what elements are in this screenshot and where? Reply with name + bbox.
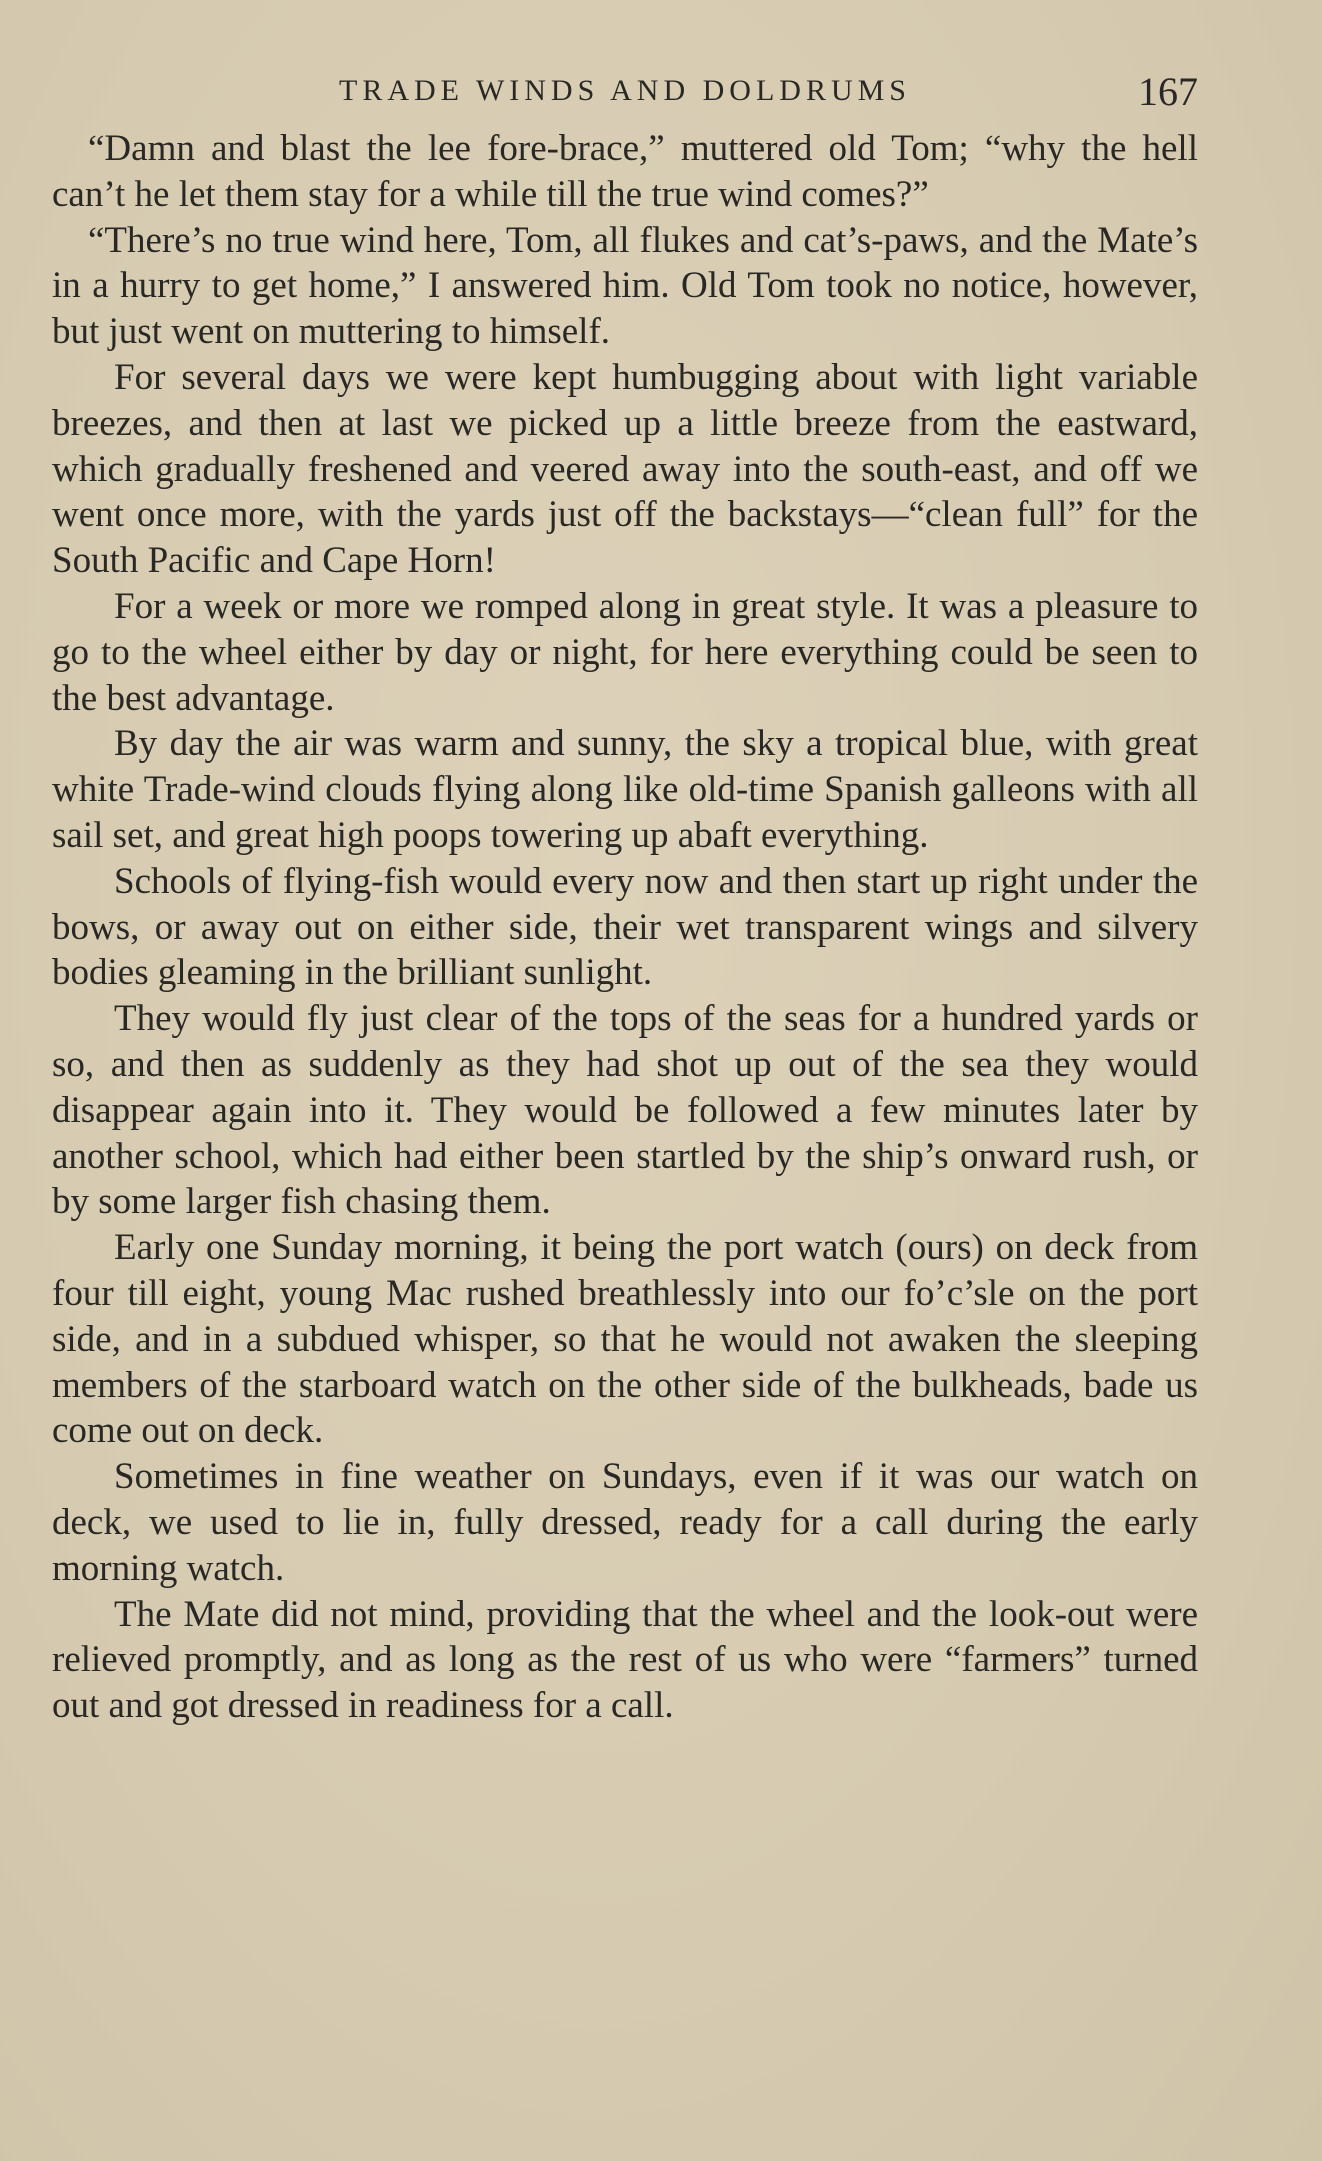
paragraph: “Damn and blast the lee fore-brace,” muttered old Tom; “why the hell can’t he let them stay for a while till the true wind comes?”	[52, 128, 1198, 215]
paragraph: By day the air was warm and sunny, the sky a tropical blue, with great white Trade-wind clouds flying along like old-time Spanish galleons with all sail set, and great high poops towering up abaft everything.	[52, 723, 1198, 856]
paragraph: Early one Sunday morning, it being the port watch (ours) on deck from four till eight, young Mac rushed breathlessly into our fo’c’sle on the port side, and in a subdued whisper, so that he would not awaken the sleeping members of the starboard watch on the other side of the bulkheads, bade us come out on deck.	[52, 1227, 1198, 1452]
paragraph: For a week or more we romped along in great style. It was a pleasure to go to the wheel either by day or night, for here everything could be seen to the best advantage.	[52, 585, 1198, 719]
paragraph: Sometimes in fine weather on Sundays, even if it was our watch on deck, we used to lie in, fully dressed, ready for a call during the early morning watch.	[52, 1456, 1198, 1589]
paragraph: Schools of flying-fish would every now and then start up right under the bows, or away out on either side, their wet transparent wings and silvery bodies gleaming in the brilliant sunlight.	[52, 860, 1198, 994]
paragraph: The Mate did not mind, providing that the wheel and the look-out were relieved promptly, and as long as the rest of us who were “farmers” turned out and got dressed in readiness for a call.	[52, 1593, 1198, 1727]
page-header	[52, 68, 1198, 118]
paragraph: They would fly just clear of the tops of the seas for a hundred yards or so, and then as suddenly as they had shot up out of the sea they would disappear again into it. They would be followed a few minutes later by another school, which had either been startled by the ship’s onward rush, or by some larger fish chasing them.	[52, 998, 1198, 1223]
paragraph: For several days we were kept humbugging about with light variable breezes, and then at last we picked up a little breeze from the eastward, which gradually freshened and veered away into the south-east, and off we went once more, with the yards just off the backstays—“clean full” for the South Pacific and Cape Horn!	[52, 356, 1198, 582]
running-head: TRADE WINDS AND DOLDRUMS	[339, 74, 911, 107]
paragraph: “There’s no true wind here, Tom, all flukes and cat’s-paws, and the Mate’s in a hurry to get home,” I answered him. Old Tom took no notice, however, but just went on muttering to himself.	[52, 219, 1198, 353]
page-number: 167	[1138, 69, 1198, 114]
body-text	[52, 126, 1198, 1729]
